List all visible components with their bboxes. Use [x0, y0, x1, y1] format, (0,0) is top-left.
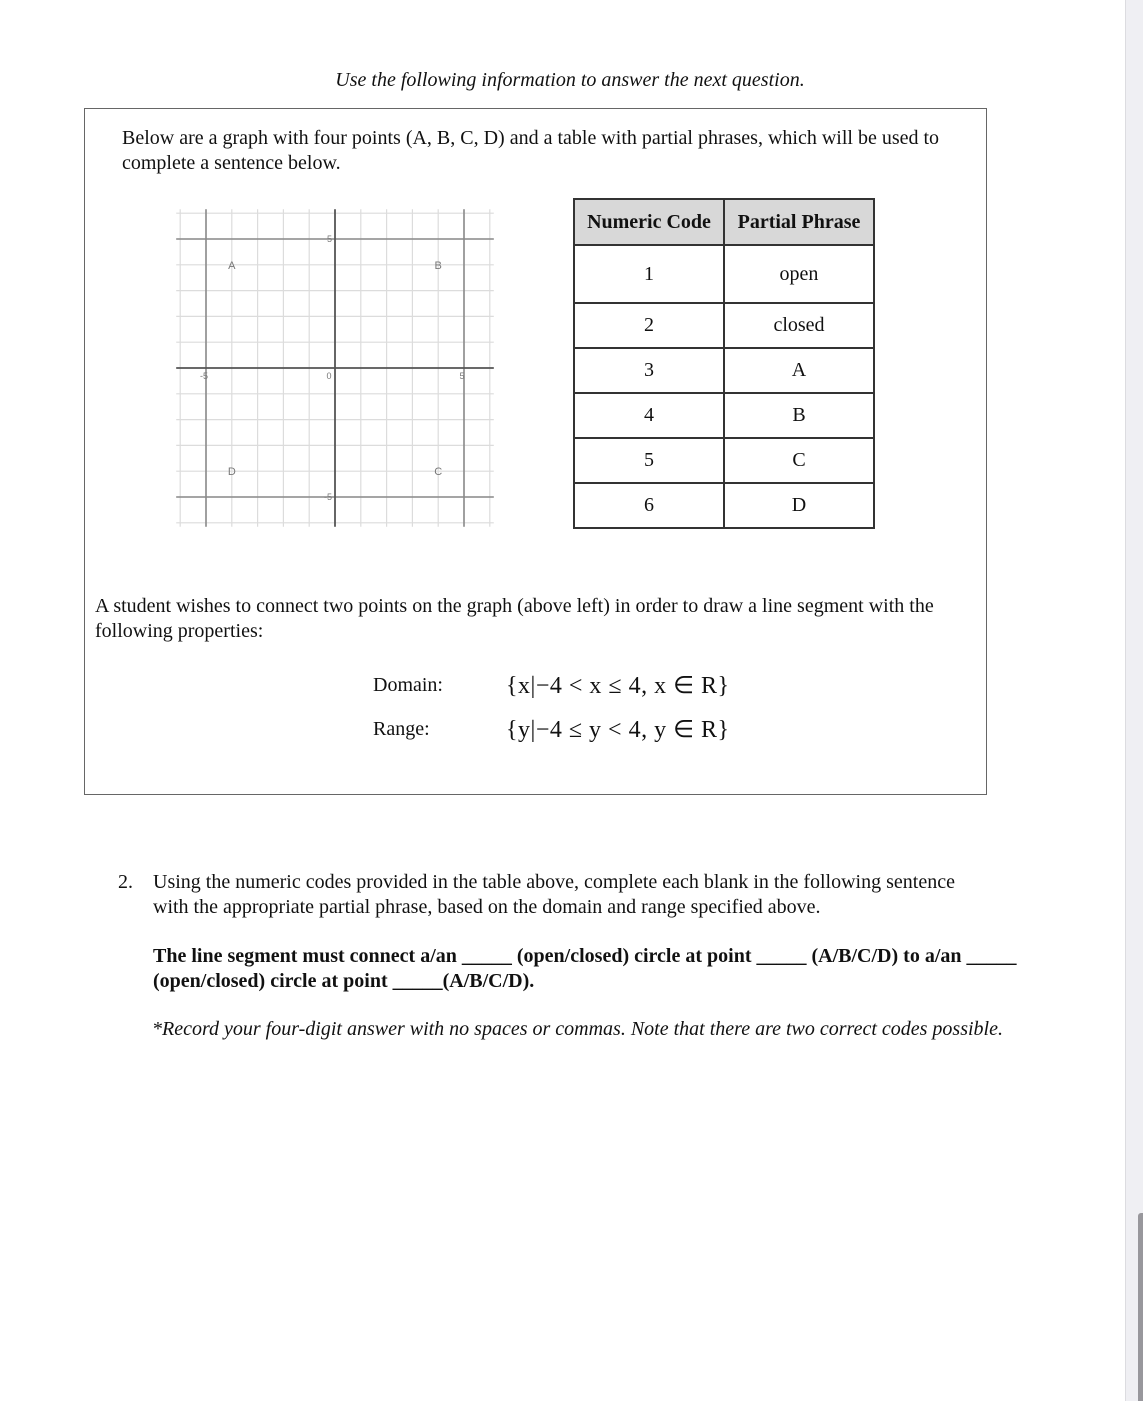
code-cell: 1 — [574, 245, 724, 303]
answer-blank-2: _____ — [756, 945, 807, 967]
header-numeric-code: Numeric Code — [574, 199, 724, 245]
range-expression: {y|−4 ≤ y < 4, y ∈ R} — [506, 717, 730, 743]
sentence-part: (A/B/C/D) to a/an — [806, 945, 967, 967]
intro-instruction: Use the following information to answer the next question. — [335, 69, 805, 91]
scrollbar-thumb[interactable] — [1138, 1213, 1143, 1401]
answer-blank-3: _____ — [966, 945, 1017, 967]
point-label-c: C — [434, 466, 443, 479]
domain-label: Domain: — [373, 674, 443, 696]
phrase-cell: B — [724, 393, 874, 438]
sentence-part: (A/B/C/D). — [442, 970, 535, 992]
y-tick-label: -5 — [323, 492, 332, 502]
table-header-row — [574, 199, 874, 245]
code-cell: 6 — [574, 483, 724, 528]
phrase-cell: D — [724, 483, 874, 528]
question-number: 2. — [118, 871, 133, 893]
table-row — [574, 483, 874, 528]
x-tick-label: 5 — [459, 371, 465, 381]
sentence-part: (open/closed) circle at point — [511, 945, 757, 967]
phrase-cell: closed — [724, 303, 874, 348]
point-label-a: A — [228, 259, 236, 272]
code-cell: 3 — [574, 348, 724, 393]
x-tick-label: 0 — [326, 371, 332, 381]
sentence-part: The line segment must connect a/an — [153, 945, 462, 967]
fill-in-sentence — [153, 944, 1033, 994]
sentence-part: (open/closed) circle at point — [153, 970, 393, 992]
table-row — [574, 438, 874, 483]
answer-note: *Record your four-digit answer with no spaces or commas. Note that there are two correct codes possible. — [152, 1018, 1003, 1040]
code-cell: 2 — [574, 303, 724, 348]
table-row — [574, 393, 874, 438]
answer-blank-4: _____ — [392, 970, 443, 992]
table-row — [574, 303, 874, 348]
question-text: Using the numeric codes provided in the table above, complete each blank in the following sentence with the appropriate partial phrase, based on the domain and range specified above. — [153, 871, 955, 918]
domain-row — [373, 671, 730, 700]
header-partial-phrase: Partial Phrase — [724, 199, 874, 245]
point-label-d: D — [227, 466, 236, 479]
information-box — [84, 108, 987, 795]
answer-blank-1: _____ — [461, 945, 512, 967]
scrollbar[interactable] — [1125, 0, 1143, 1401]
point-label-b: B — [434, 259, 442, 272]
table-row — [574, 348, 874, 393]
domain-expression: {x|−4 < x ≤ 4, x ∈ R} — [506, 673, 730, 699]
range-row — [373, 715, 730, 744]
scenario-paragraph: A student wishes to connect two points on the graph (above left) in order to draw a line segment with the following properties: — [95, 595, 934, 642]
table-row — [574, 245, 874, 303]
phrase-cell: C — [724, 438, 874, 483]
phrase-cell: A — [724, 348, 874, 393]
range-label: Range: — [373, 718, 430, 740]
description-paragraph: Below are a graph with four points (A, B, C, D) and a table with partial phrases, which will be used to complete a sentence below. — [122, 127, 940, 174]
phrase-cell: open — [724, 245, 874, 303]
code-cell: 5 — [574, 438, 724, 483]
y-tick-label: 5 — [326, 234, 332, 244]
code-cell: 4 — [574, 393, 724, 438]
coordinate-graph — [171, 205, 501, 535]
x-tick-label: -5 — [199, 371, 209, 381]
code-table — [573, 198, 875, 529]
